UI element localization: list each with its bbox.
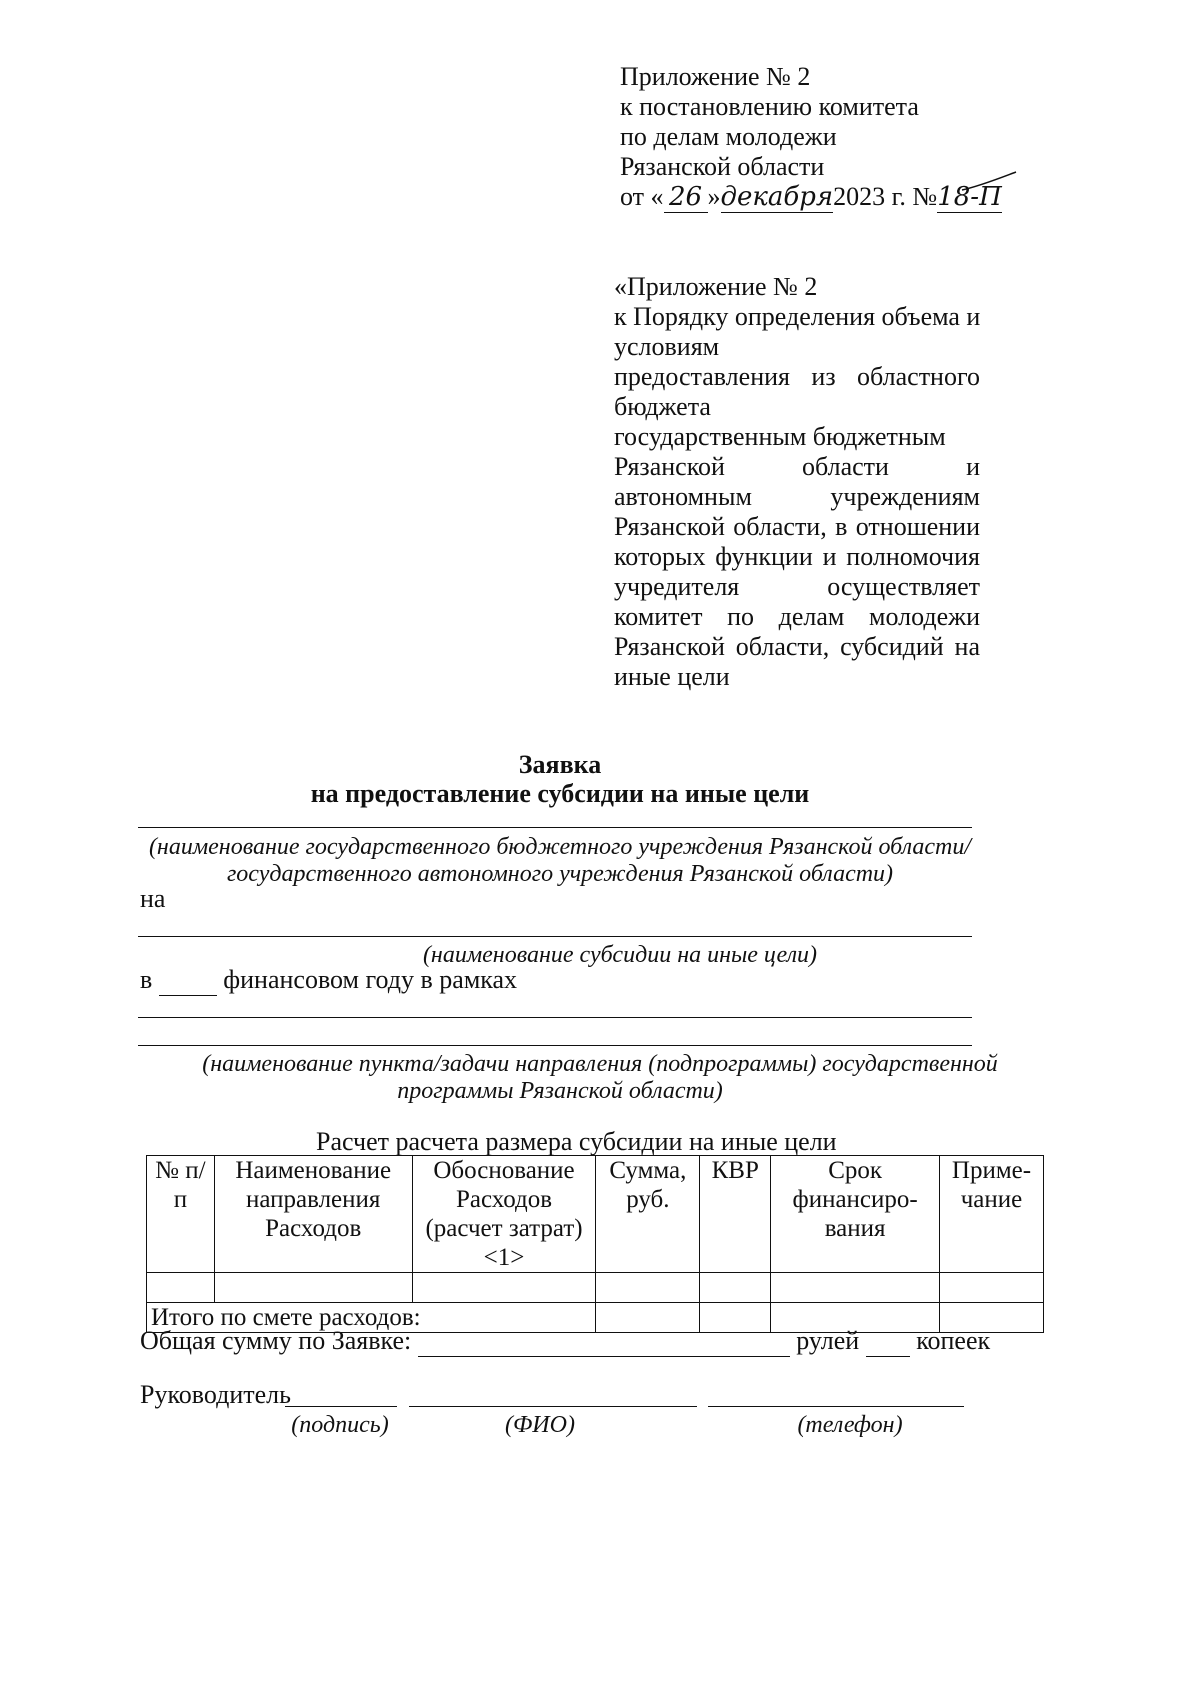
appendix-line-9: Рязанской области, в отношении xyxy=(614,512,980,541)
appendix-line-13: Рязанской области, субсидий на xyxy=(614,632,980,661)
appendix-line-7: Рязанской области и xyxy=(614,452,980,481)
date-month: декабря xyxy=(720,182,834,212)
appendix-line-4: предоставления из областного xyxy=(614,362,980,391)
on-label: на xyxy=(140,884,166,913)
appendix-line-1: «Приложение № 2 xyxy=(614,272,818,301)
year-blank xyxy=(159,965,217,996)
hint-subsidy: (наименование субсидии на иные цели) xyxy=(422,942,818,968)
header-line-2: к постановлению комитета xyxy=(620,92,919,121)
sign-hint: (подпись) xyxy=(291,1412,389,1438)
header-line-4: Рязанской области xyxy=(620,152,825,181)
fio-line xyxy=(409,1406,697,1407)
header-line-3: по делам молодежи xyxy=(620,122,837,151)
date-prefix: от « xyxy=(620,182,664,211)
hint-program-2: программы Рязанской области) xyxy=(397,1078,723,1104)
date-mid: » xyxy=(707,182,721,211)
appendix-line-12: комитет по делам молодежи xyxy=(614,602,980,631)
program-line-2 xyxy=(138,1045,972,1046)
col-sum: Сумма, руб. xyxy=(596,1156,700,1273)
table-caption: Расчет расчета размера субсидии на иные цели xyxy=(316,1127,837,1156)
col-term: Срок финансиро-вания xyxy=(771,1156,940,1273)
year-text: финансовом году в рамках xyxy=(223,965,518,994)
appendix-line-3: условиям xyxy=(614,332,720,361)
appendix-line-2: к Порядку определения объема и xyxy=(614,302,981,331)
sign-line xyxy=(285,1406,397,1407)
title-line-1: Заявка xyxy=(518,750,602,779)
table-header-row xyxy=(147,1156,1044,1273)
header-line-1: Приложение № 2 xyxy=(620,62,811,91)
table-cell[interactable] xyxy=(596,1273,700,1303)
appendix-block xyxy=(614,272,980,692)
year-row xyxy=(140,965,517,996)
appendix-line-5: бюджета xyxy=(614,392,711,421)
table-cell[interactable] xyxy=(147,1273,215,1303)
col-kvr: КВР xyxy=(700,1156,771,1273)
table-cell[interactable] xyxy=(771,1273,940,1303)
institution-name-line xyxy=(138,827,972,828)
col-note: Приме-чание xyxy=(940,1156,1044,1273)
phone-line xyxy=(708,1406,964,1407)
kop-label: копеек xyxy=(916,1326,991,1355)
hint-program-1: (наименование пункта/задачи направления (подпрограммы) государственной xyxy=(202,1051,998,1077)
table-row xyxy=(147,1273,1044,1303)
col-number: № п/п xyxy=(147,1156,215,1273)
phone-hint: (телефон) xyxy=(797,1412,903,1438)
total-label-footer: Общая сумму по Заявке: xyxy=(140,1326,412,1355)
kop-blank xyxy=(866,1326,910,1357)
head-label: Руководитель xyxy=(140,1380,291,1409)
appendix-line-8: автономным учреждениям xyxy=(614,482,980,511)
subsidy-name-line xyxy=(138,936,972,937)
appendix-line-11: учредителя осуществляет xyxy=(614,572,980,601)
title-line-2: на предоставление субсидии на иные цели xyxy=(310,779,810,808)
appendix-line-6: государственным бюджетным xyxy=(614,422,946,451)
table-cell[interactable] xyxy=(214,1273,412,1303)
signature-flourish xyxy=(960,168,1020,198)
fio-hint: (ФИО) xyxy=(505,1412,575,1438)
date-year: 2023 г. № xyxy=(833,182,938,211)
in-label: в xyxy=(140,965,153,994)
date-day: 26 xyxy=(664,182,708,213)
col-direction: Наименование направления Расходов xyxy=(214,1156,412,1273)
expenses-table xyxy=(146,1155,1044,1333)
table-cell[interactable] xyxy=(940,1273,1044,1303)
hint-institution-1: (наименование государственного бюджетного учреждения Рязанской области/ xyxy=(148,834,972,860)
rub-label: рулей xyxy=(796,1326,860,1355)
table-cell[interactable] xyxy=(700,1273,771,1303)
total-row xyxy=(140,1326,990,1357)
col-justification: Обоснование Расходов (расчет затрат)<1> xyxy=(412,1156,596,1273)
total-label: Итого по смете расходов: xyxy=(147,1303,596,1333)
appendix-line-14: иные цели xyxy=(614,662,730,691)
total-blank xyxy=(418,1326,790,1357)
hint-institution-2: государственного автономного учреждения Рязанской области) xyxy=(226,861,894,887)
program-line-1 xyxy=(138,1017,972,1018)
appendix-line-10: которых функции и полномочия xyxy=(614,542,980,571)
date-number: 18-П xyxy=(937,182,1002,212)
header-date xyxy=(620,182,1002,213)
table-cell[interactable] xyxy=(412,1273,596,1303)
